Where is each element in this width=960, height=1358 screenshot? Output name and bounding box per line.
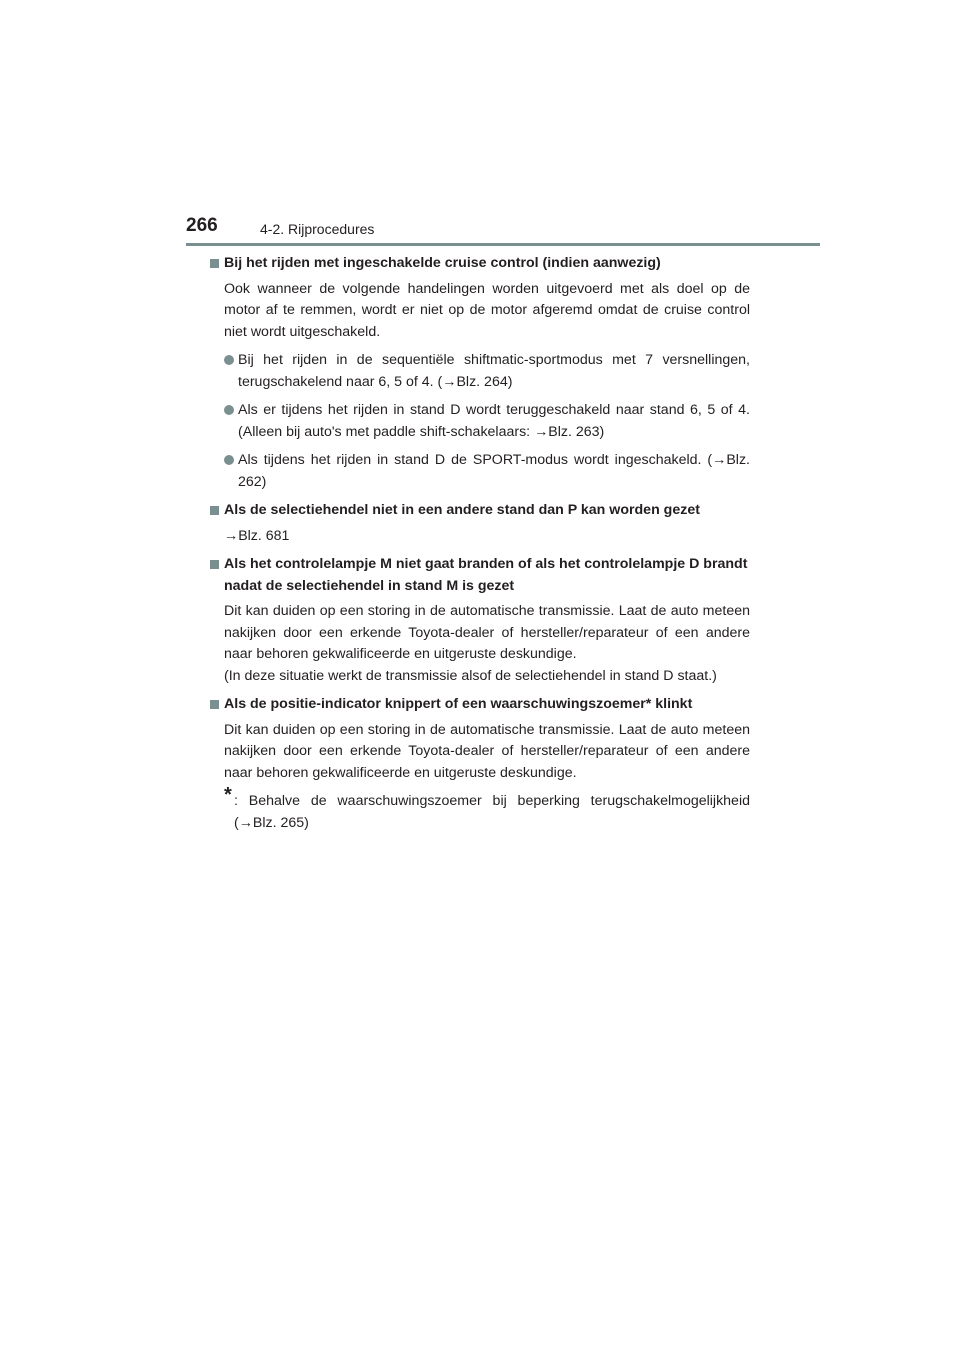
list-item: Als tijdens het rijden in stand D de SPORT-modus wordt ingeschakeld. (→Blz. 262) [224, 450, 750, 493]
section-heading-position-indicator: Als de positie-indicator knippert of een waarschuwingszoemer* klinkt [210, 694, 750, 716]
list-item: Als er tijdens het rijden in stand D wordt teruggeschakeld naar stand 6, 5 of 4. (Alleen bij auto's met paddle shift-schakelaars: →Blz. 263) [224, 400, 750, 443]
page-number: 266 [186, 215, 218, 236]
section-heading-cruise-control: Bij het rijden met ingeschakelde cruise control (indien aanwezig) [210, 253, 750, 275]
list-item: Bij het rijden in de sequentiële shiftmatic-sportmodus met 7 versnellingen, terugschakelend naar 6, 5 of 4. (→Blz. 264) [224, 350, 750, 393]
header-divider [186, 243, 820, 246]
page-header [186, 215, 820, 249]
footnote-marker: * [224, 784, 232, 806]
square-bullet-icon [210, 560, 219, 569]
page-reference: →Blz. 681 [224, 527, 290, 544]
round-bullet-icon [224, 455, 234, 465]
section-heading-indicator-m: Als het controlelampje M niet gaat branden of als het controlelampje D brandt nadat de selectiehendel in stand M is gezet [210, 554, 750, 597]
footnote: * : Behalve de waarschuwingszoemer bij beperking terugschakelmogelijkheid (→Blz. 265) [224, 784, 750, 831]
section-title: 4-2. Rijprocedures [260, 221, 375, 237]
round-bullet-icon [224, 355, 234, 365]
square-bullet-icon [210, 506, 219, 515]
section-heading-selector-lever: Als de selectiehendel niet in een andere stand dan P kan worden gezet [210, 500, 750, 522]
page-content [210, 253, 750, 834]
paragraph: Ook wanneer de volgende handelingen worden uitgevoerd met als doel op de motor af te remmen, wordt er niet op de motor afgeremd omdat de cruise control niet wordt uitgeschakeld. [224, 280, 750, 340]
paragraph: (In deze situatie werkt de transmissie alsof de selectiehendel in stand D staat.) [224, 667, 717, 684]
square-bullet-icon [210, 259, 219, 268]
round-bullet-icon [224, 405, 234, 415]
square-bullet-icon [210, 700, 219, 709]
paragraph: Dit kan duiden op een storing in de automatische transmissie. Laat de auto meteen nakijken door een erkende Toyota-dealer of hersteller/reparateur of een andere naar behoren gekwalificeerde en uitgeruste deskundige. [224, 603, 750, 662]
paragraph: Dit kan duiden op een storing in de automatische transmissie. Laat de auto meteen nakijken door een erkende Toyota-dealer of hersteller/reparateur of een andere naar behoren gekwalificeerde en uitgeruste deskundige. [224, 721, 750, 781]
